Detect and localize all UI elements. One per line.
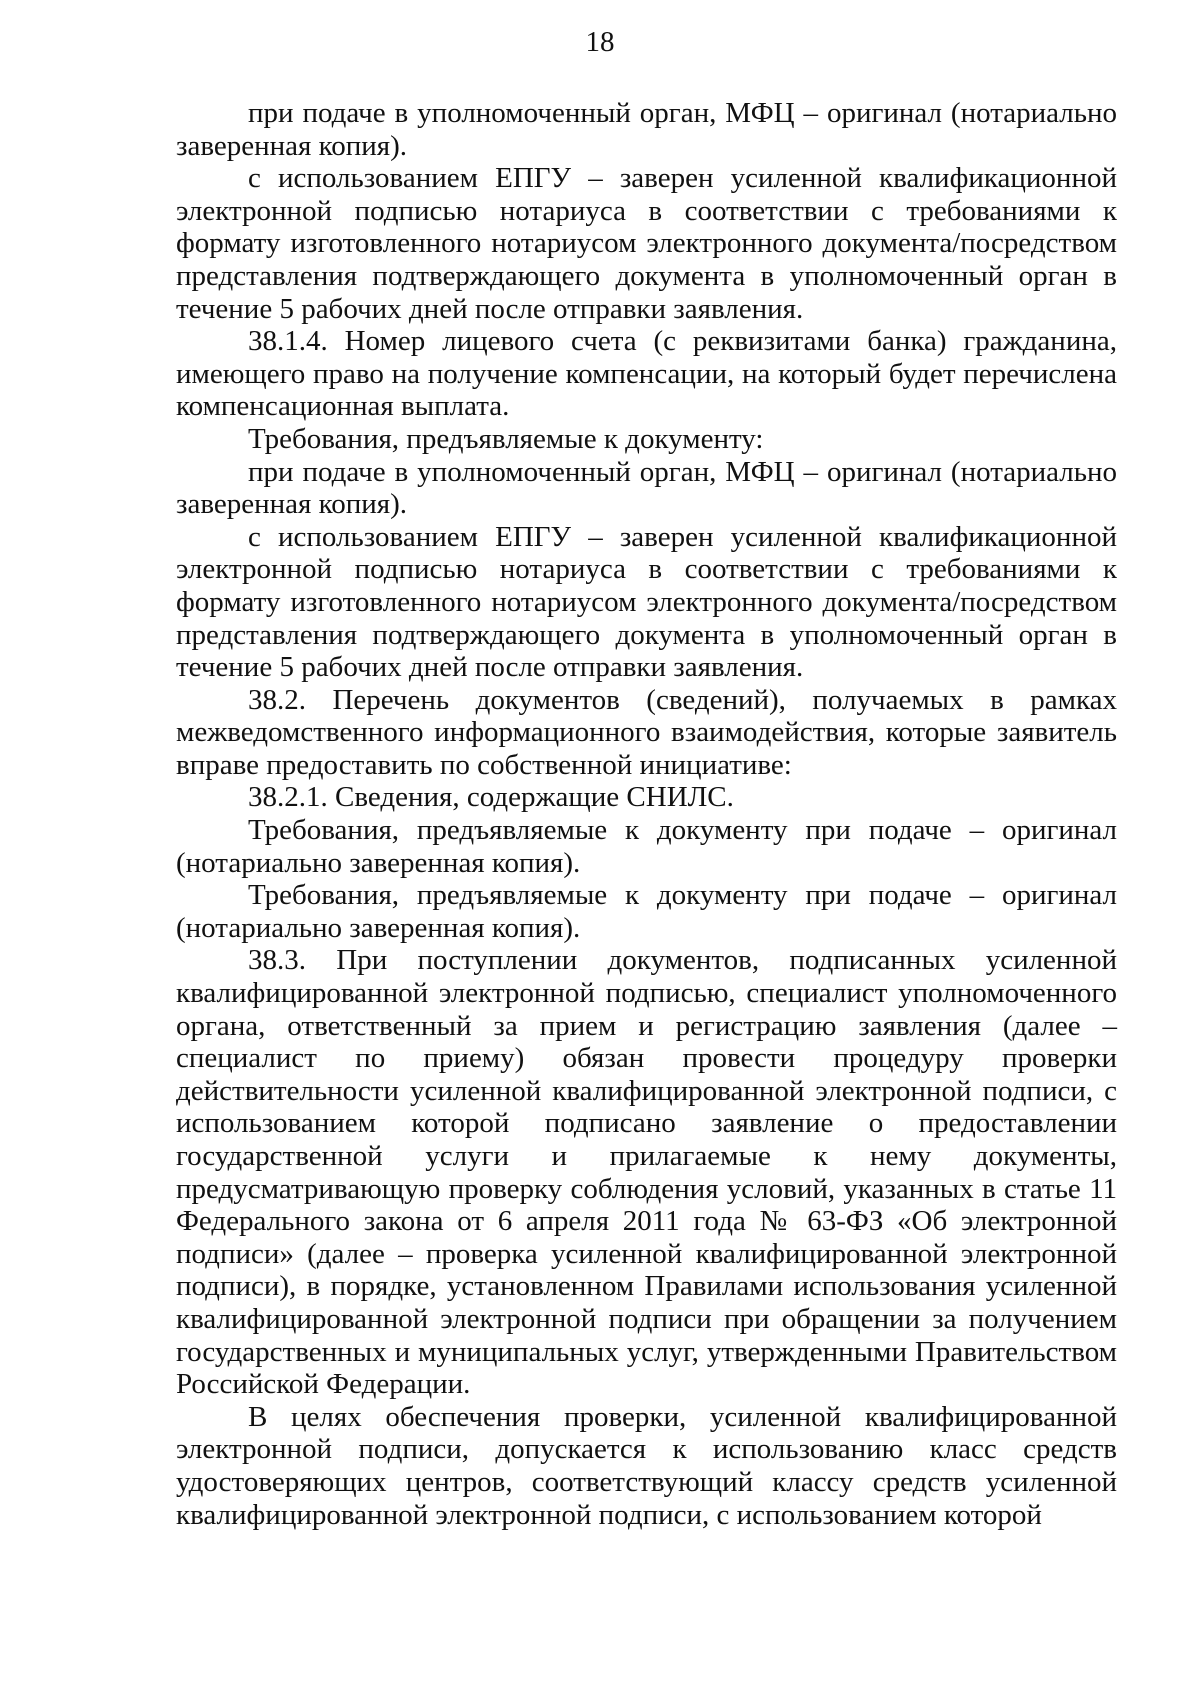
paragraph-38-2: 38.2. Перечень документов (сведений), получаемых в рамках межведомственного информационного взаимодействия, которые заявитель вправе предоставить по собственной инициативе: <box>176 683 1117 781</box>
paragraph-submission-mfc-2: при подаче в уполномоченный орган, МФЦ – оригинал (нотариально заверенная копия). <box>176 455 1117 521</box>
paragraph-38-1-4: 38.1.4. Номер лицевого счета (с реквизитами банка) гражданина, имеющего право на получение компенсации, на который будет перечислена компенсационная выплата. <box>176 325 1117 423</box>
paragraph-signature-verification: В целях обеспечения проверки, усиленной квалифицированной электронной подписи, допускается к использованию класс средств удостоверяющих центров, соответствующий классу средств усиленной квалифицированной электронной подписи, с использованием которой <box>176 1400 1117 1531</box>
paragraph-snils-requirements-2: Требования, предъявляемые к документу при подаче – оригинал (нотариально заверенная копия). <box>176 879 1117 944</box>
paragraph-document-requirements: Требования, предъявляемые к документу: <box>248 422 764 455</box>
paragraph-epgu-requirements: с использованием ЕПГУ – заверен усиленной квалификационной электронной подписью нотариуса в соответствии с требованиями к формату изготовленного нотариусом электронного документа/посредством представления подтверждающего документа в уполномоченный орган в течение 5 рабочих дней после отправки заявления. <box>176 162 1117 325</box>
paragraph-38-2-1: 38.2.1. Сведения, содержащие СНИЛС. <box>248 781 734 814</box>
paragraph-submission-mfc: при подаче в уполномоченный орган, МФЦ – оригинал (нотариально заверенная копия). <box>176 97 1117 162</box>
page-number: 18 <box>585 26 615 58</box>
paragraph-38-3: 38.3. При поступлении документов, подписанных усиленной квалифицированной электронной подписью, специалист уполномоченного органа, ответственный за прием и регистрацию заявления (далее – специалист по приему) обязан провести процедуру проверки действительности усиленной квалифицированной электронной подписи, с использованием которой подписано заявление о предоставлении государственной услуги и прилагаемые к нему документы, предусматривающую проверку соблюдения условий, указанных в статье 11 Федерального закона от 6 апреля 2011 года № 63-ФЗ «Об электронной подписи» (далее – проверка усиленной квалифицированной электронной подписи), в порядке, установленном Правилами использования усиленной квалифицированной электронной подписи при обращении за получением государственных и муниципальных услуг, утвержденными Правительством Российской Федерации. <box>176 944 1117 1401</box>
paragraph-epgu-requirements-2: с использованием ЕПГУ – заверен усиленной квалификационной электронной подписью нотариуса в соответствии с требованиями к формату изготовленного нотариусом электронного документа/посредством представления подтверждающего документа в уполномоченный орган в течение 5 рабочих дней после отправки заявления. <box>176 520 1117 684</box>
document-body <box>176 97 1117 1531</box>
paragraph-snils-requirements: Требования, предъявляемые к документу при подаче – оригинал (нотариально заверенная копия). <box>176 814 1117 879</box>
